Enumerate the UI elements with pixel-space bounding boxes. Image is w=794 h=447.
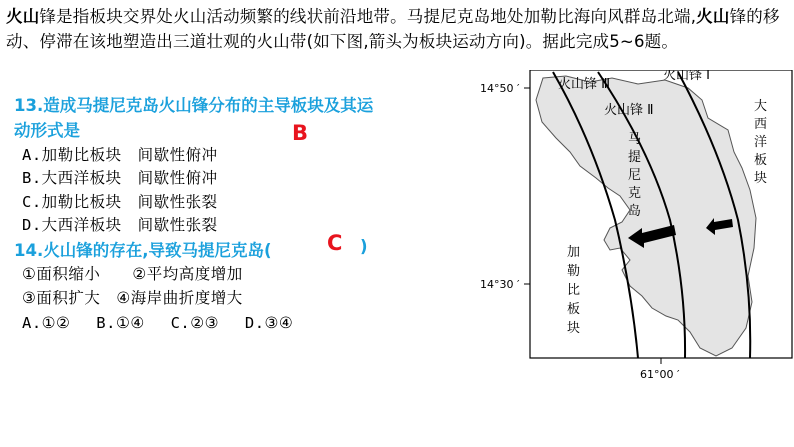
intro-bold-2: 火山 (696, 7, 730, 26)
atlantic-char-4: 板 (754, 153, 768, 168)
atlantic-char-3: 洋 (754, 135, 768, 150)
q14-choices-row2: ③面积扩大 ④海岸曲折度增大 (22, 289, 243, 307)
front2-label: 火山锋 Ⅱ (604, 103, 654, 118)
q13-option-a: A.加勒比板块 间歇性俯冲 (22, 146, 218, 164)
q14-choices-row1: ①面积缩小 ②平均高度增加 (22, 265, 243, 283)
q14-options: A.①② B.①④ C.②③ D.③④ (22, 314, 294, 332)
q13-option-d: D.大西洋板块 间歇性张裂 (22, 216, 218, 234)
atlantic-char-1: 大 (754, 99, 768, 114)
caribbean-char-5: 块 (567, 321, 581, 336)
front3-label: 火山锋 Ⅲ (558, 77, 611, 92)
q13-option-b: B.大西洋板块 间歇性俯冲 (22, 169, 218, 187)
intro-text-1: 锋是指板块交界处火山活动频繁的线状前沿地带。马提尼克岛地处加勒比海向风群岛北端, (39, 7, 697, 26)
q14-stem: 14.火山锋的存在,导致马提尼克岛( (14, 241, 272, 260)
lon-label: 61°00 ′ (640, 368, 680, 381)
caribbean-char-2: 勒 (567, 264, 581, 279)
island-char-3: 尼 (628, 168, 642, 183)
q13-option-c: C.加勒比板块 间歇性张裂 (22, 193, 218, 211)
q14-answer: C (327, 231, 343, 255)
map-svg (480, 70, 794, 400)
caribbean-char-4: 板 (567, 302, 581, 317)
atlantic-char-2: 西 (754, 117, 768, 132)
caribbean-char-1: 加 (567, 245, 581, 260)
intro-paragraph (6, 4, 792, 54)
atlantic-char-5: 块 (754, 171, 768, 186)
q14-stem-close: ) (360, 237, 368, 256)
island-char-5: 岛 (628, 204, 642, 219)
island-char-2: 提 (628, 150, 642, 165)
front1-label: 火山锋 Ⅰ (663, 70, 710, 83)
lat-label-bottom: 14°30 ′ (480, 278, 520, 291)
q13-answer: B (292, 121, 309, 145)
q13-stem-line2: 动形式是 (14, 121, 80, 140)
lat-label-top: 14°50 ′ (480, 82, 520, 95)
intro-bold-1: 火山 (6, 7, 40, 26)
q13-stem-line1: 13.造成马提尼克岛火山锋分布的主导板块及其运 (14, 96, 374, 115)
island-char-1: 马 (628, 132, 642, 147)
intro-text-2: 锋的移动、停滞在该地塑造出三道壮观的火山带(如下图,箭头为板块运动方向)。据此完成5~6题。 (6, 7, 780, 51)
volcanic-front-map (480, 70, 794, 400)
island-char-4: 克 (628, 186, 642, 201)
caribbean-char-3: 比 (567, 283, 581, 298)
